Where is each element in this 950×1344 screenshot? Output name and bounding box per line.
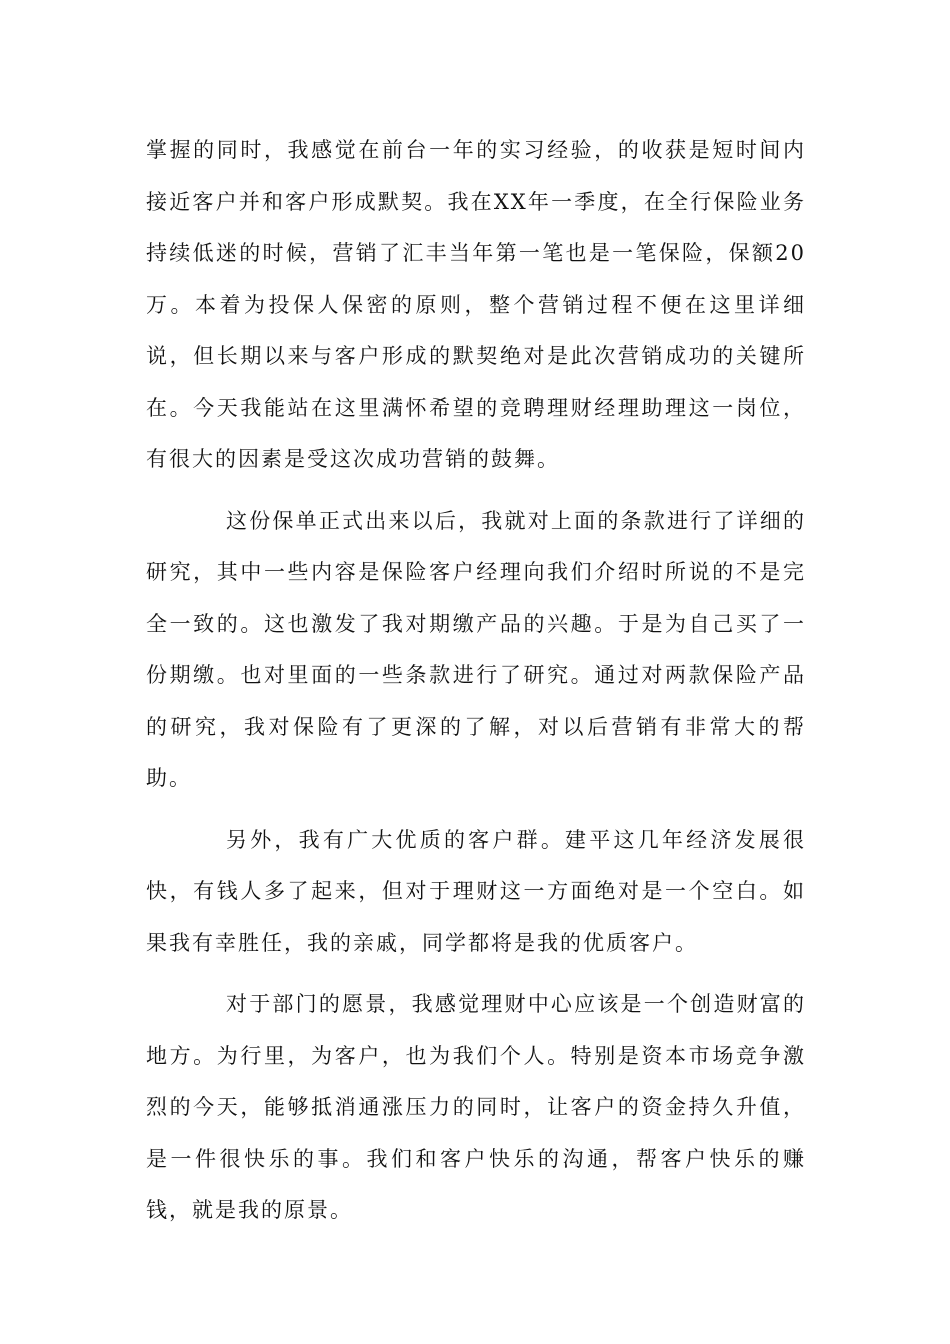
paragraph-2: 这份保单正式出来以后，我就对上面的条款进行了详细的研究，其中一些内容是保险客户经理向我们介绍时所说的不是完全一致的。这也激发了我对期缴产品的兴趣。于是为自己买了一份期缴。也对里面的一些条款进行了研究。通过对两款保险产品的研究，我对保险有了更深的了解，对以后营销有非常大的帮助。 [146,508,806,790]
paragraph-1: 掌握的同时，我感觉在前台一年的实习经验，的收获是短时间内接近客户并和客户形成默契。我在XX年一季度，在全行保险业务持续低迷的时候，营销了汇丰当年第一笔也是一笔保险，保额20万。本着为投保人保密的原则，整个营销过程不便在这里详细说，但长期以来与客户形成的默契绝对是此次营销成功的关键所在。今天我能站在这里满怀希望的竞聘理财经理助理这一岗位，有很大的因素是受这次成功营销的鼓舞。 [146,138,806,471]
paragraph-4: 对于部门的愿景，我感觉理财中心应该是一个创造财富的地方。为行里，为客户，也为我们个人。特别是资本市场竞争激烈的今天，能够抵消通涨压力的同时，让客户的资金持久升值，是一件很快乐的事。我们和客户快乐的沟通，帮客户快乐的赚钱，就是我的原景。 [146,992,806,1222]
document-body [146,125,806,1237]
paragraph-3: 另外，我有广大优质的客户群。建平这几年经济发展很快，有钱人多了起来，但对于理财这一方面绝对是一个空白。如果我有幸胜任，我的亲戚，同学都将是我的优质客户。 [146,827,806,955]
